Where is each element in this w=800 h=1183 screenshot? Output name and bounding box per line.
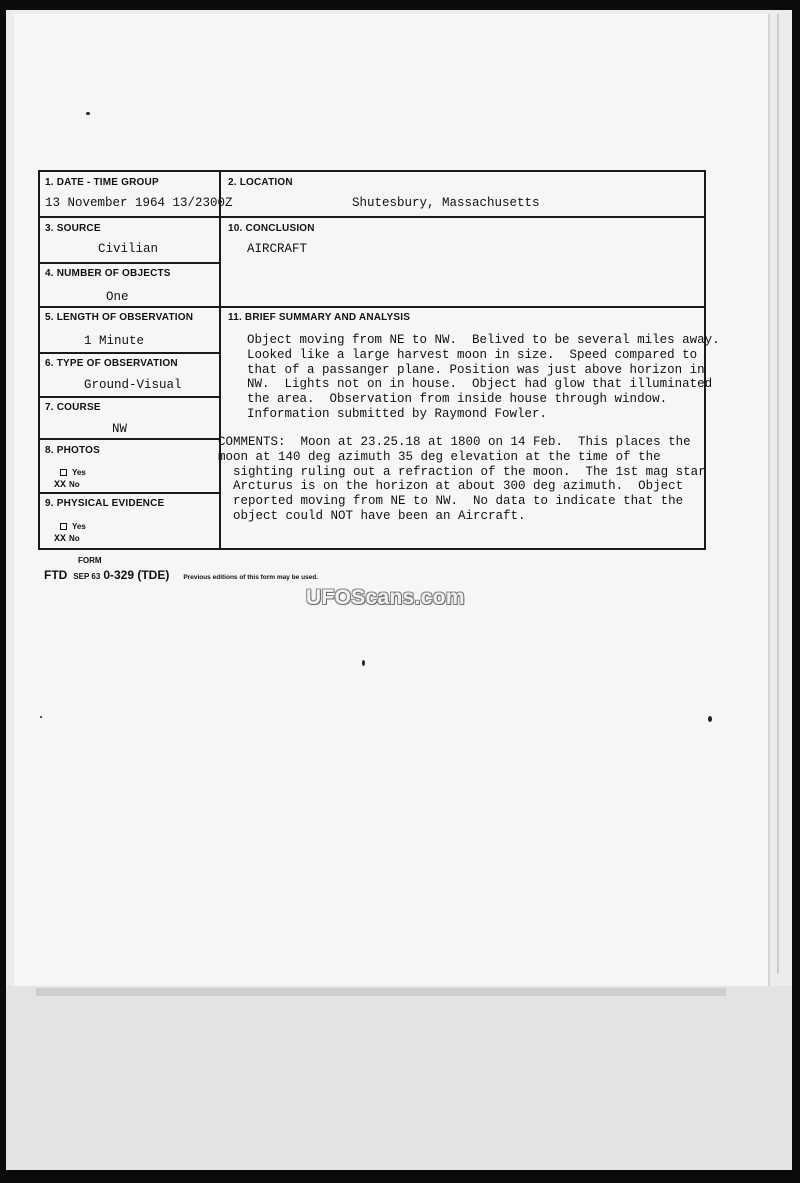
evidence-no-mark: XX — [54, 534, 67, 545]
sheet-edge-line — [777, 14, 779, 974]
conclusion-label: 10. CONCLUSION — [228, 223, 315, 234]
location-value: Shutesbury, Massachusetts — [352, 196, 540, 210]
photos-yes-option — [60, 468, 86, 477]
speck — [86, 112, 90, 115]
length-label: 5. LENGTH OF OBSERVATION — [45, 312, 194, 323]
form-prefix: FTD — [44, 568, 68, 582]
objects-label: 4. NUMBER OF OBJECTS — [45, 268, 171, 279]
length-value: 1 Minute — [84, 334, 145, 348]
speck — [708, 716, 712, 722]
speck — [40, 716, 42, 718]
date-time-label: 1. DATE - TIME GROUP — [45, 177, 159, 188]
conclusion-value: AIRCRAFT — [247, 242, 308, 256]
photos-yes-label: Yes — [72, 468, 86, 477]
source-value: Civilian — [98, 242, 159, 256]
project-record-card — [38, 170, 720, 550]
course-value: NW — [112, 422, 128, 436]
speck — [362, 660, 365, 666]
date-time-value: 13 November 1964 13/2300Z — [45, 196, 233, 210]
objects-value: One — [106, 290, 129, 304]
source-label: 3. SOURCE — [45, 223, 101, 234]
fold-shadow — [36, 988, 726, 996]
location-label: 2. LOCATION — [228, 177, 293, 188]
photos-no-label: No — [69, 480, 80, 489]
photos-no-mark: XX — [54, 480, 67, 491]
previous-editions-note: Previous editions of this form may be used. — [183, 574, 319, 581]
evidence-no-label: No — [69, 534, 80, 543]
comments-text: COMMENTS: Moon at 23.25.18 at 1800 on 14 Feb. This places the moon at 140 deg azimuth 35 deg elevation at the time of the sighting ruling out a refraction of the moon. The 1st mag star Arcturus is on the horizon at about 300 deg azimuth. Object reported moving from NE to NW. No data to indicate that the object could NOT have been an Aircraft. — [218, 435, 706, 523]
evidence-yes-option — [60, 522, 86, 531]
summary-text: Object moving from NE to NW. Belived to be several miles away. Looked like a large harvest moon in size. Speed compared to that of a passanger plane. Position was just above horizon in NW. Lights not on in house. Object had glow that illuminated the area. Observation from inside house through window. Information submitted by Raymond Fowler. — [247, 333, 720, 421]
physical-evidence-label: 9. PHYSICAL EVIDENCE — [45, 498, 165, 509]
evidence-yes-label: Yes — [72, 522, 86, 531]
summary-label: 11. BRIEF SUMMARY AND ANALYSIS — [228, 312, 411, 323]
form-word: FORM — [78, 556, 102, 565]
evidence-no-option — [54, 534, 80, 545]
form-number: 0-329 (TDE) — [103, 568, 170, 582]
evidence-yes-checkbox — [60, 523, 67, 530]
type-value: Ground-Visual — [84, 378, 182, 392]
form-date: SEP 63 — [73, 572, 101, 581]
location-cell — [221, 172, 704, 218]
course-label: 7. COURSE — [45, 402, 101, 413]
type-label: 6. TYPE OF OBSERVATION — [45, 358, 178, 369]
photos-yes-checkbox — [60, 469, 67, 476]
page-bottom-fold — [6, 986, 792, 1170]
photos-no-option — [54, 480, 80, 491]
watermark-text: UFOScans.com — [306, 586, 465, 609]
photos-label: 8. PHOTOS — [45, 445, 100, 456]
